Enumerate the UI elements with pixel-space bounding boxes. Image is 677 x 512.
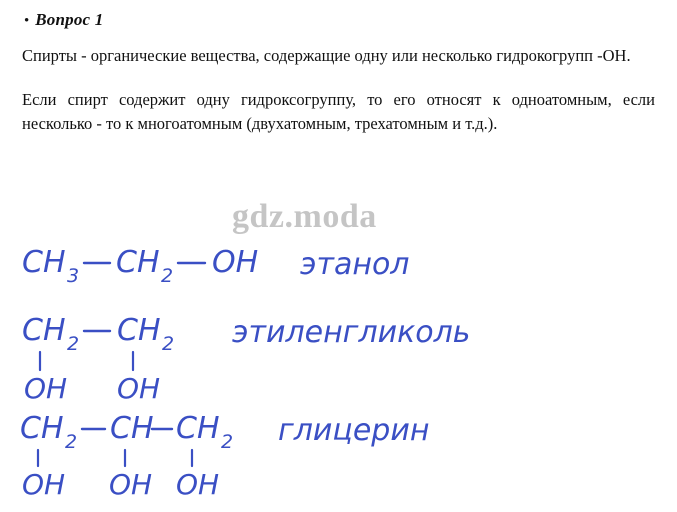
line2-sub2-a: 2 — [67, 333, 80, 355]
handwritten-formulas — [0, 230, 677, 512]
line1-ch: CH — [22, 245, 66, 280]
line3-oh-3: OH — [176, 468, 220, 501]
line3-ch-3: CH — [176, 411, 220, 446]
watermark: gdz.moda — [232, 198, 377, 235]
line1-sub3: 3 — [67, 265, 80, 287]
line2-ch-1: CH — [22, 313, 66, 348]
line3-compound-name: глицерин — [278, 413, 430, 448]
line1-oh: OH — [212, 245, 259, 280]
question-heading — [24, 10, 659, 30]
bullet-icon: • — [24, 13, 30, 29]
formula-line-1 — [22, 245, 409, 287]
line3-ch-1: CH — [20, 411, 64, 446]
question-title: Вопрос 1 — [35, 10, 104, 29]
line2-oh-2: OH — [117, 372, 161, 405]
formula-line-3 — [20, 411, 429, 501]
paragraph-classification: Если спирт содержит одну гидроксогруппу, то его относят к одноатомным, если несколько - то к многоатомным (двухатомным, трехатомным и т.д.). — [22, 89, 655, 133]
line3-sub2-b: 2 — [221, 431, 234, 453]
line3-oh-1: OH — [22, 468, 66, 501]
line2-oh-1: OH — [24, 372, 68, 405]
line1-compound-name: этанол — [300, 247, 410, 282]
line2-compound-name: этиленгликоль — [232, 315, 471, 350]
handwriting-svg — [0, 230, 677, 512]
line2-ch-2: CH — [117, 313, 161, 348]
formula-line-2 — [22, 313, 470, 405]
line1-sub2: 2 — [161, 265, 174, 287]
line2-sub2-b: 2 — [162, 333, 175, 355]
line3-ch-2: CH — [110, 411, 154, 446]
line1-ch-2: CH — [116, 245, 160, 280]
line3-sub2-a: 2 — [65, 431, 78, 453]
paragraph-definition: Спирты - органические вещества, содержащие одну или несколько гидрокогрупп -ОН. — [22, 46, 631, 65]
line3-oh-2: OH — [109, 468, 153, 501]
